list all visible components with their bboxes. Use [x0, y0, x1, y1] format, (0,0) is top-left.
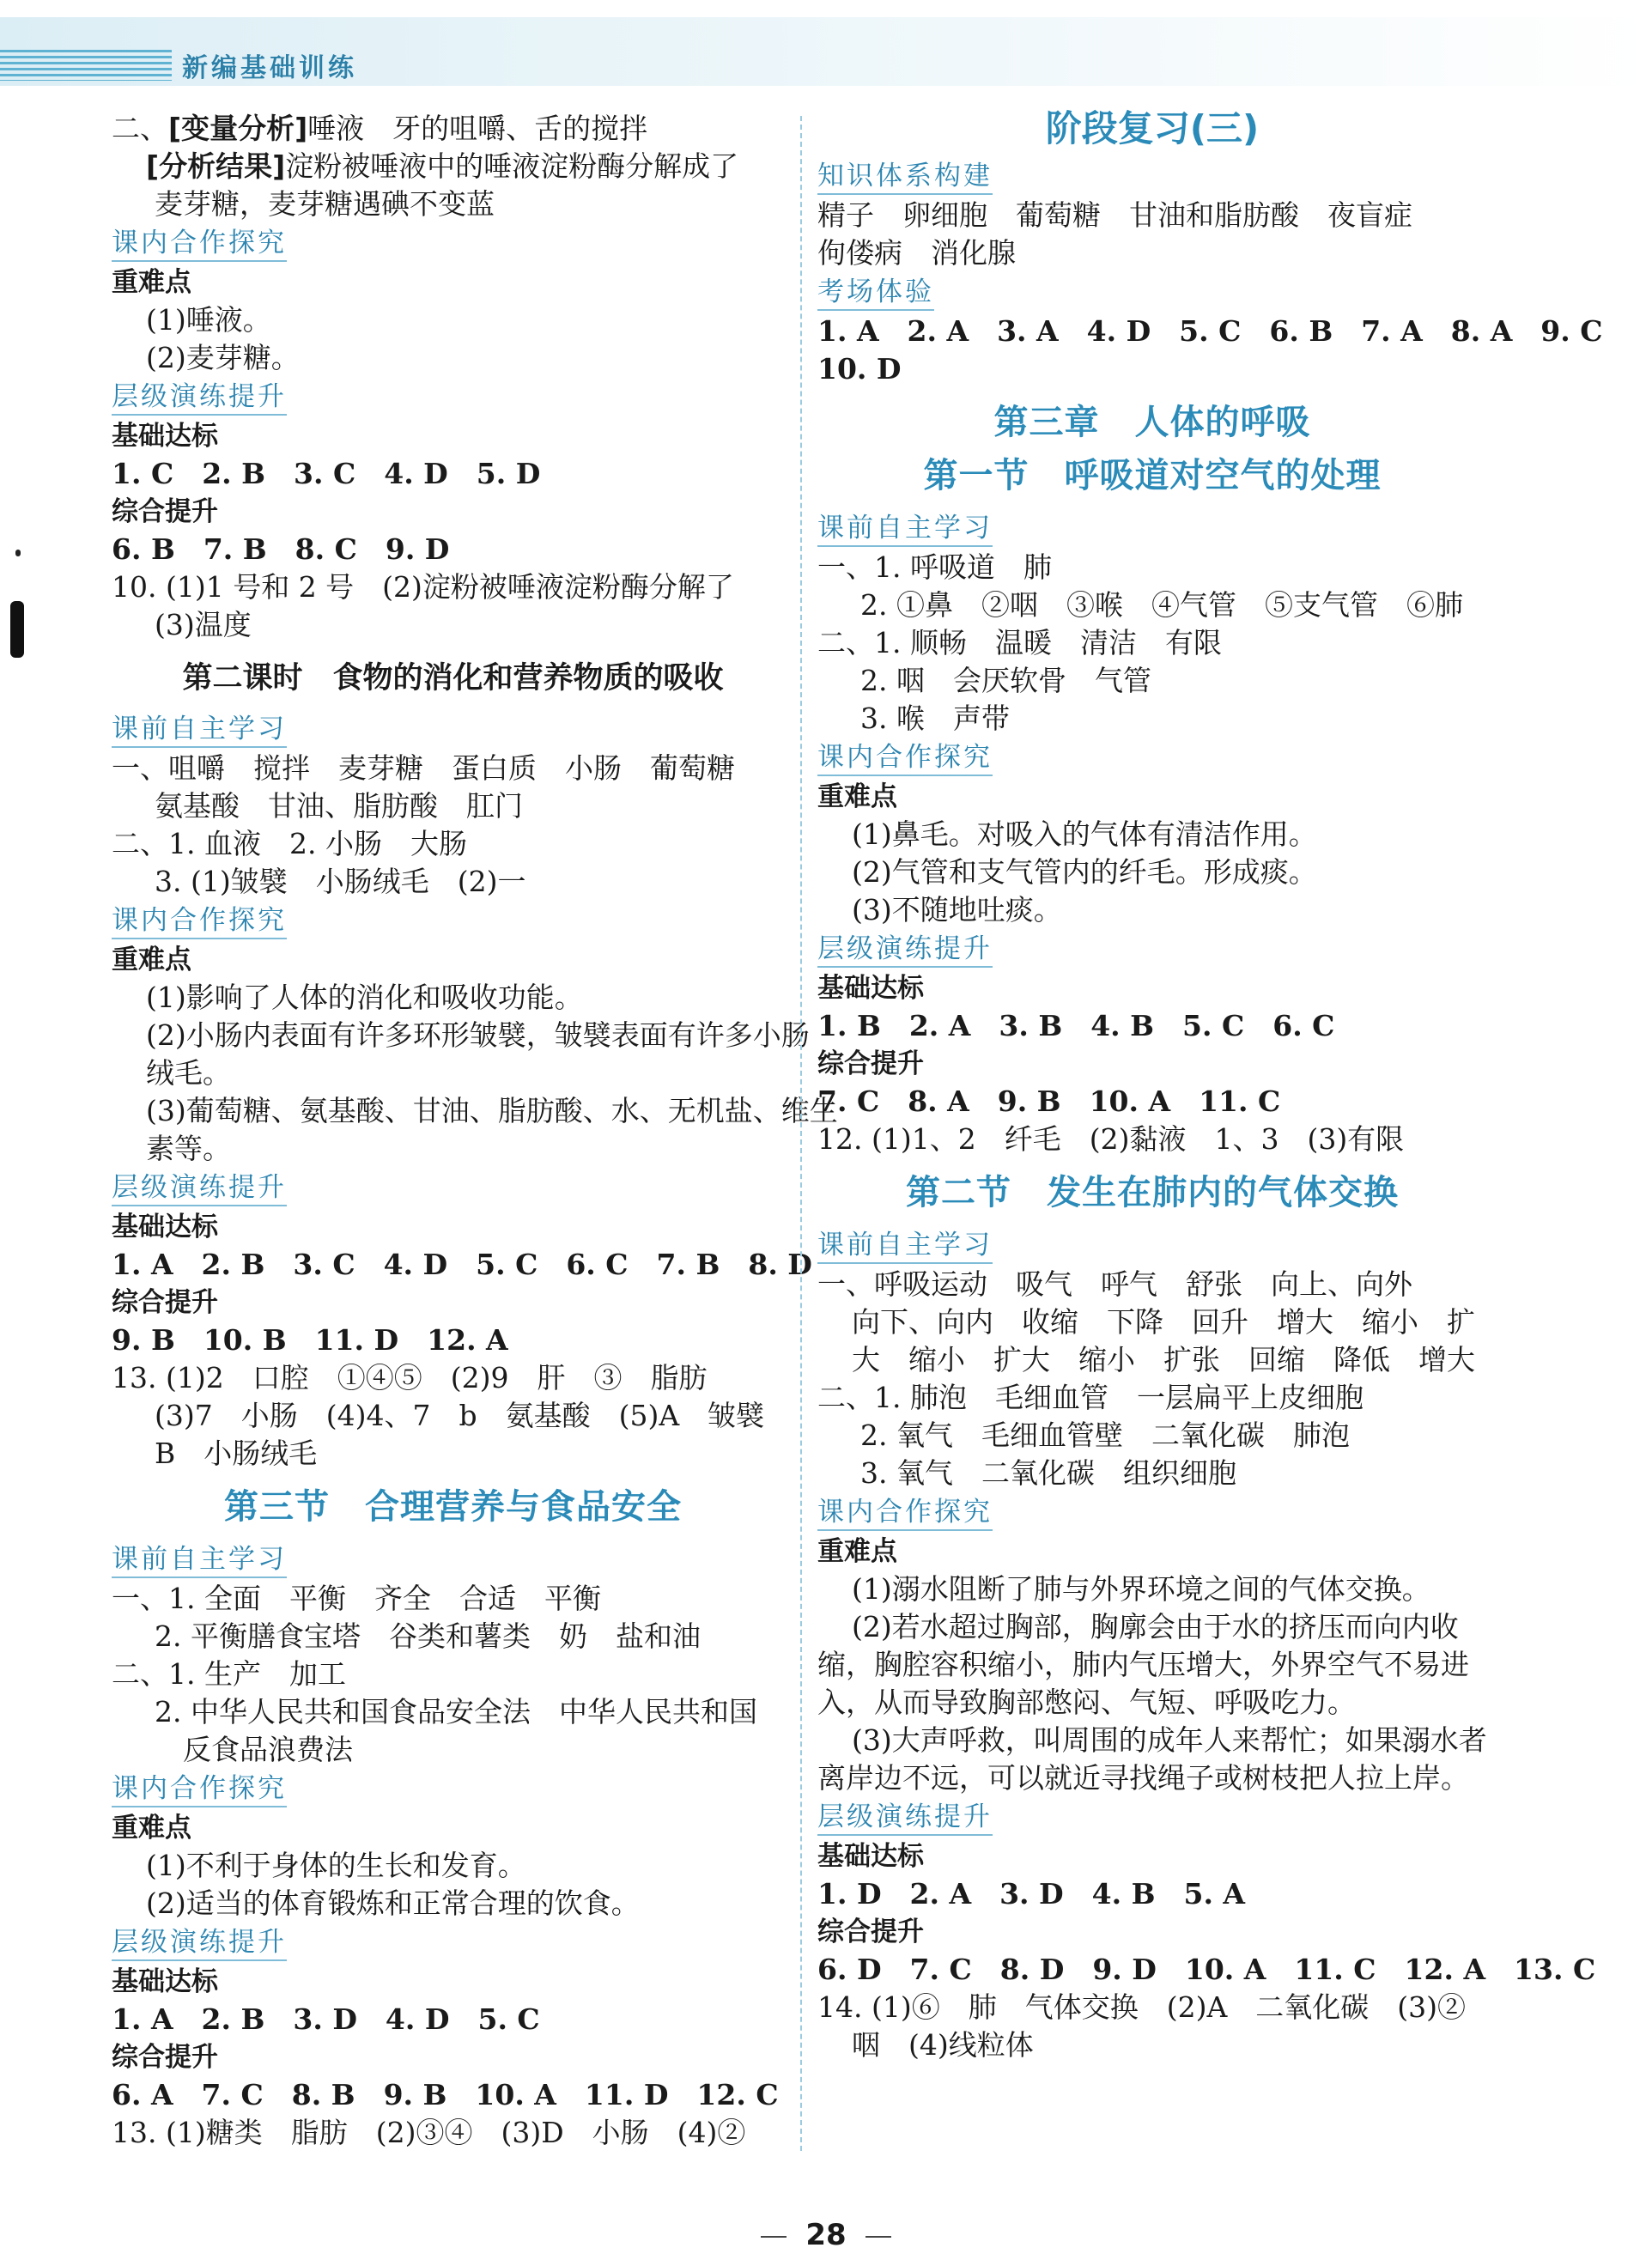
text-line: (1)鼻毛。对吸入的气体有清洁作用。	[852, 817, 1317, 851]
subheading: 重难点	[817, 1536, 897, 1567]
section-tag-row	[817, 508, 1487, 549]
dash	[865, 2236, 891, 2238]
text-line: 一、1. 全面 平衡 齐全 合适 平衡	[112, 1582, 601, 1615]
text-line: (2)麦芽糖。	[146, 341, 300, 374]
section-tag-row	[817, 156, 1487, 197]
section-tag-row	[817, 738, 1487, 778]
section-tag: 课前自主学习	[817, 1228, 993, 1264]
section-heading: 第三章 人体的呼吸	[993, 403, 1311, 442]
answer-line: 9. B 10. B 11. D 12. A	[112, 1323, 508, 1357]
text-line: (2)若水超过胸部，胸廓会由于水的挤压而向内收	[852, 1610, 1459, 1643]
section-tag: 层级演练提升	[112, 380, 287, 416]
section-tag: 层级演练提升	[112, 1170, 287, 1206]
text-line: (1)影响了人体的消化和吸收功能。	[146, 981, 583, 1014]
text-line: 绒毛。	[146, 1056, 231, 1090]
section-heading: 第二节 发生在肺内的气体交换	[906, 1173, 1399, 1212]
text-line: 咽 (4)线粒体	[852, 2028, 1034, 2062]
review-heading: 阶段复习(三)	[1045, 107, 1260, 149]
answer-line: 6. D 7. C 8. D 9. D 10. A 11. C 12. A 13. C	[817, 1953, 1596, 1986]
section-tag: 课内合作探究	[817, 1495, 993, 1531]
text-line: B 小肠绒毛	[155, 1437, 318, 1470]
subheading: 重难点	[817, 781, 897, 812]
column-divider	[800, 116, 802, 2151]
section-tag-row	[112, 1923, 794, 1963]
subheading: 综合提升	[112, 496, 218, 527]
section-tag-row	[112, 377, 794, 417]
section-heading: 第三节 合理营养与食品安全	[224, 1487, 682, 1527]
line-text: 淀粉被唾液中的唾液淀粉酶分解成了	[285, 149, 739, 183]
line-prefix: 二、	[112, 112, 168, 145]
text-line: 离岸边不远，可以就近寻找绳子或树枝把人拉上岸。	[817, 1761, 1469, 1795]
text-line: 3. 喉 声带	[860, 702, 1010, 735]
answer-line: 6. A 7. C 8. B 9. B 10. A 11. D 12. C	[112, 2078, 779, 2111]
section-tag: 知识体系构建	[817, 159, 993, 195]
text-line: 12. (1)1、2 纤毛 (2)黏液 1、3 (3)有限	[817, 1122, 1405, 1156]
section-tag-row	[817, 1225, 1487, 1266]
book-series-title: 新编基础训练	[182, 53, 357, 83]
text-line: 大 缩小 扩大 缩小 扩张 回缩 降低 增大	[852, 1343, 1475, 1376]
answer-line: 1. A 2. B 3. C 4. D 5. C 6. C 7. B 8. D	[112, 1248, 812, 1281]
text-line: (1)不利于身体的生长和发育。	[146, 1849, 526, 1882]
text-line: 麦芽糖，麦芽糖遇碘不变蓝	[155, 187, 495, 221]
section-heading: 第一节 呼吸道对空气的处理	[923, 456, 1382, 495]
section-tag-row	[817, 1492, 1487, 1533]
section-tag-row	[112, 223, 794, 264]
text-line: 10. (1)1 号和 2 号 (2)淀粉被唾液淀粉酶分解了	[112, 570, 734, 604]
text-line: 入，从而导致胸部憋闷、气短、呼吸吃力。	[817, 1686, 1356, 1719]
text-line: 3. (1)皱襞 小肠绒毛 (2)一	[155, 865, 526, 898]
text-line: (2)小肠内表面有许多环形皱襞，皱襞表面有许多小肠	[146, 1018, 810, 1052]
text-line: 素等。	[146, 1132, 231, 1165]
subheading: 基础达标	[112, 1212, 218, 1242]
section-tag-row	[112, 901, 794, 941]
text-line	[112, 148, 794, 185]
subheading: 综合提升	[817, 1048, 924, 1079]
text-line: 一、呼吸运动 吸气 呼气 舒张 向上、向外	[817, 1267, 1412, 1301]
section-tag: 考场体验	[817, 275, 934, 311]
bracket-tag: [分析结果]	[146, 149, 286, 183]
text-line: (3)温度	[155, 608, 252, 641]
text-line: 缩，胸腔容积缩小，肺内气压增大，外界空气不易进	[817, 1648, 1469, 1681]
text-line: 2. 平衡膳食宝塔 谷类和薯类 奶 盐和油	[155, 1619, 701, 1653]
text-line: 一、1. 呼吸道 肺	[817, 550, 1052, 584]
section-tag-row	[112, 709, 794, 750]
subheading: 重难点	[112, 1813, 191, 1844]
section-tag-row	[112, 1540, 794, 1580]
subheading: 基础达标	[112, 421, 218, 452]
text-line	[112, 110, 794, 148]
section-tag: 层级演练提升	[112, 1925, 287, 1961]
page-number	[0, 2218, 1652, 2252]
section-tag-row	[112, 1168, 794, 1208]
section-tag-row	[817, 272, 1487, 313]
text-line: 13. (1)糖类 脂肪 (2)③④ (3)D 小肠 (4)②	[112, 2116, 746, 2149]
section-tag: 课内合作探究	[112, 903, 287, 939]
text-line: 2. 氧气 毛细血管壁 二氧化碳 肺泡	[860, 1419, 1350, 1452]
scan-mark	[10, 601, 24, 658]
text-line: 反食品浪费法	[155, 1733, 353, 1766]
subheading: 综合提升	[112, 1287, 218, 1318]
subheading: 基础达标	[817, 973, 924, 1004]
text-line: 14. (1)⑥ 肺 气体交换 (2)A 二氧化碳 (3)②	[817, 1990, 1467, 2024]
subheading: 重难点	[112, 945, 191, 975]
text-line: (3)葡萄糖、氨基酸、甘油、脂肪酸、水、无机盐、维生	[146, 1094, 838, 1127]
section-tag-row	[112, 1769, 794, 1809]
text-line: 向下、向内 收缩 下降 回升 增大 缩小 扩	[852, 1305, 1475, 1339]
section-tag: 层级演练提升	[817, 1800, 993, 1836]
left-column	[112, 110, 838, 2152]
section-tag: 课内合作探究	[112, 226, 287, 262]
text-line: (1)溺水阻断了肺与外界环境之间的气体交换。	[852, 1572, 1430, 1606]
text-line: 二、1. 肺泡 毛细血管 一层扁平上皮细胞	[817, 1381, 1364, 1414]
section-tag: 课前自主学习	[817, 511, 993, 547]
text-line: 二、1. 血液 2. 小肠 大肠	[112, 827, 467, 860]
page-number-text: 28	[805, 2218, 847, 2252]
text-line: 2. ①鼻 ②咽 ③喉 ④气管 ⑤支气管 ⑥肺	[860, 588, 1463, 622]
text-line: 2. 中华人民共和国食品安全法 中华人民共和国	[155, 1695, 757, 1728]
answer-line: 1. A 2. A 3. A 4. D 5. C 6. B 7. A 8. A 9. C	[817, 314, 1603, 348]
text-line: 13. (1)2 口腔 ①④⑤ (2)9 肝 ③ 脂肪	[112, 1361, 708, 1394]
section-tag: 课内合作探究	[817, 740, 993, 776]
text-line: 佝偻病 消化腺	[817, 236, 1016, 270]
scan-mark	[15, 550, 21, 556]
text-line: (2)气管和支气管内的纤毛。形成痰。	[852, 855, 1317, 889]
subheading: 基础达标	[112, 1966, 218, 1997]
section-tag-row	[817, 929, 1487, 969]
text-line: (3)7 小肠 (4)4、7 b 氨基酸 (5)A 皱襞	[155, 1399, 765, 1432]
answer-line: 1. D 2. A 3. D 4. B 5. A	[817, 1877, 1246, 1911]
text-line: 2. 咽 会厌软骨 气管	[860, 664, 1151, 697]
text-line: 3. 氧气 二氧化碳 组织细胞	[860, 1456, 1236, 1490]
subheading: 基础达标	[817, 1841, 924, 1872]
text-line: 氨基酸 甘油、脂肪酸 肛门	[155, 789, 523, 823]
answer-line: 1. B 2. A 3. B 4. B 5. C 6. C	[817, 1009, 1335, 1042]
answer-line: 1. A 2. B 3. D 4. D 5. C	[112, 2002, 540, 2036]
section-tag: 课前自主学习	[112, 1542, 287, 1578]
text-line: (2)适当的体育锻炼和正常合理的饮食。	[146, 1886, 640, 1920]
answer-line: 1. C 2. B 3. C 4. D 5. D	[112, 457, 541, 490]
text-line: 二、1. 顺畅 温暖 清洁 有限	[817, 626, 1222, 659]
text-line: (3)大声呼救，叫周围的成年人来帮忙；如果溺水者	[852, 1723, 1487, 1757]
text-line: 精子 卵细胞 葡萄糖 甘油和脂肪酸 夜盲症	[817, 198, 1412, 232]
text-line: (1)唾液。	[146, 303, 271, 337]
answer-line: 6. B 7. B 8. C 9. D	[112, 532, 450, 566]
subheading: 综合提升	[112, 2042, 218, 2073]
subheading: 重难点	[112, 267, 191, 298]
dash	[761, 2236, 787, 2238]
section-tag: 课内合作探究	[112, 1771, 287, 1807]
text-line: (3)不随地吐痰。	[852, 893, 1062, 926]
header-stripes	[0, 50, 172, 81]
text-line: 二、1. 生产 加工	[112, 1657, 346, 1691]
text-line: 一、咀嚼 搅拌 麦芽糖 蛋白质 小肠 葡萄糖	[112, 751, 735, 785]
right-column	[817, 107, 1603, 2064]
answer-line: 7. C 8. A 9. B 10. A 11. C	[817, 1084, 1281, 1118]
bracket-tag: [变量分析]	[168, 112, 308, 145]
line-text: 唾液 牙的咀嚼、舌的搅拌	[307, 112, 648, 145]
answer-line: 10. D	[817, 352, 902, 386]
subheading: 综合提升	[817, 1917, 924, 1947]
section-tag: 层级演练提升	[817, 932, 993, 968]
section-tag-row	[817, 1797, 1487, 1838]
lesson-heading: 第二课时 食物的消化和营养物质的吸收	[182, 661, 724, 696]
section-tag: 课前自主学习	[112, 712, 287, 748]
